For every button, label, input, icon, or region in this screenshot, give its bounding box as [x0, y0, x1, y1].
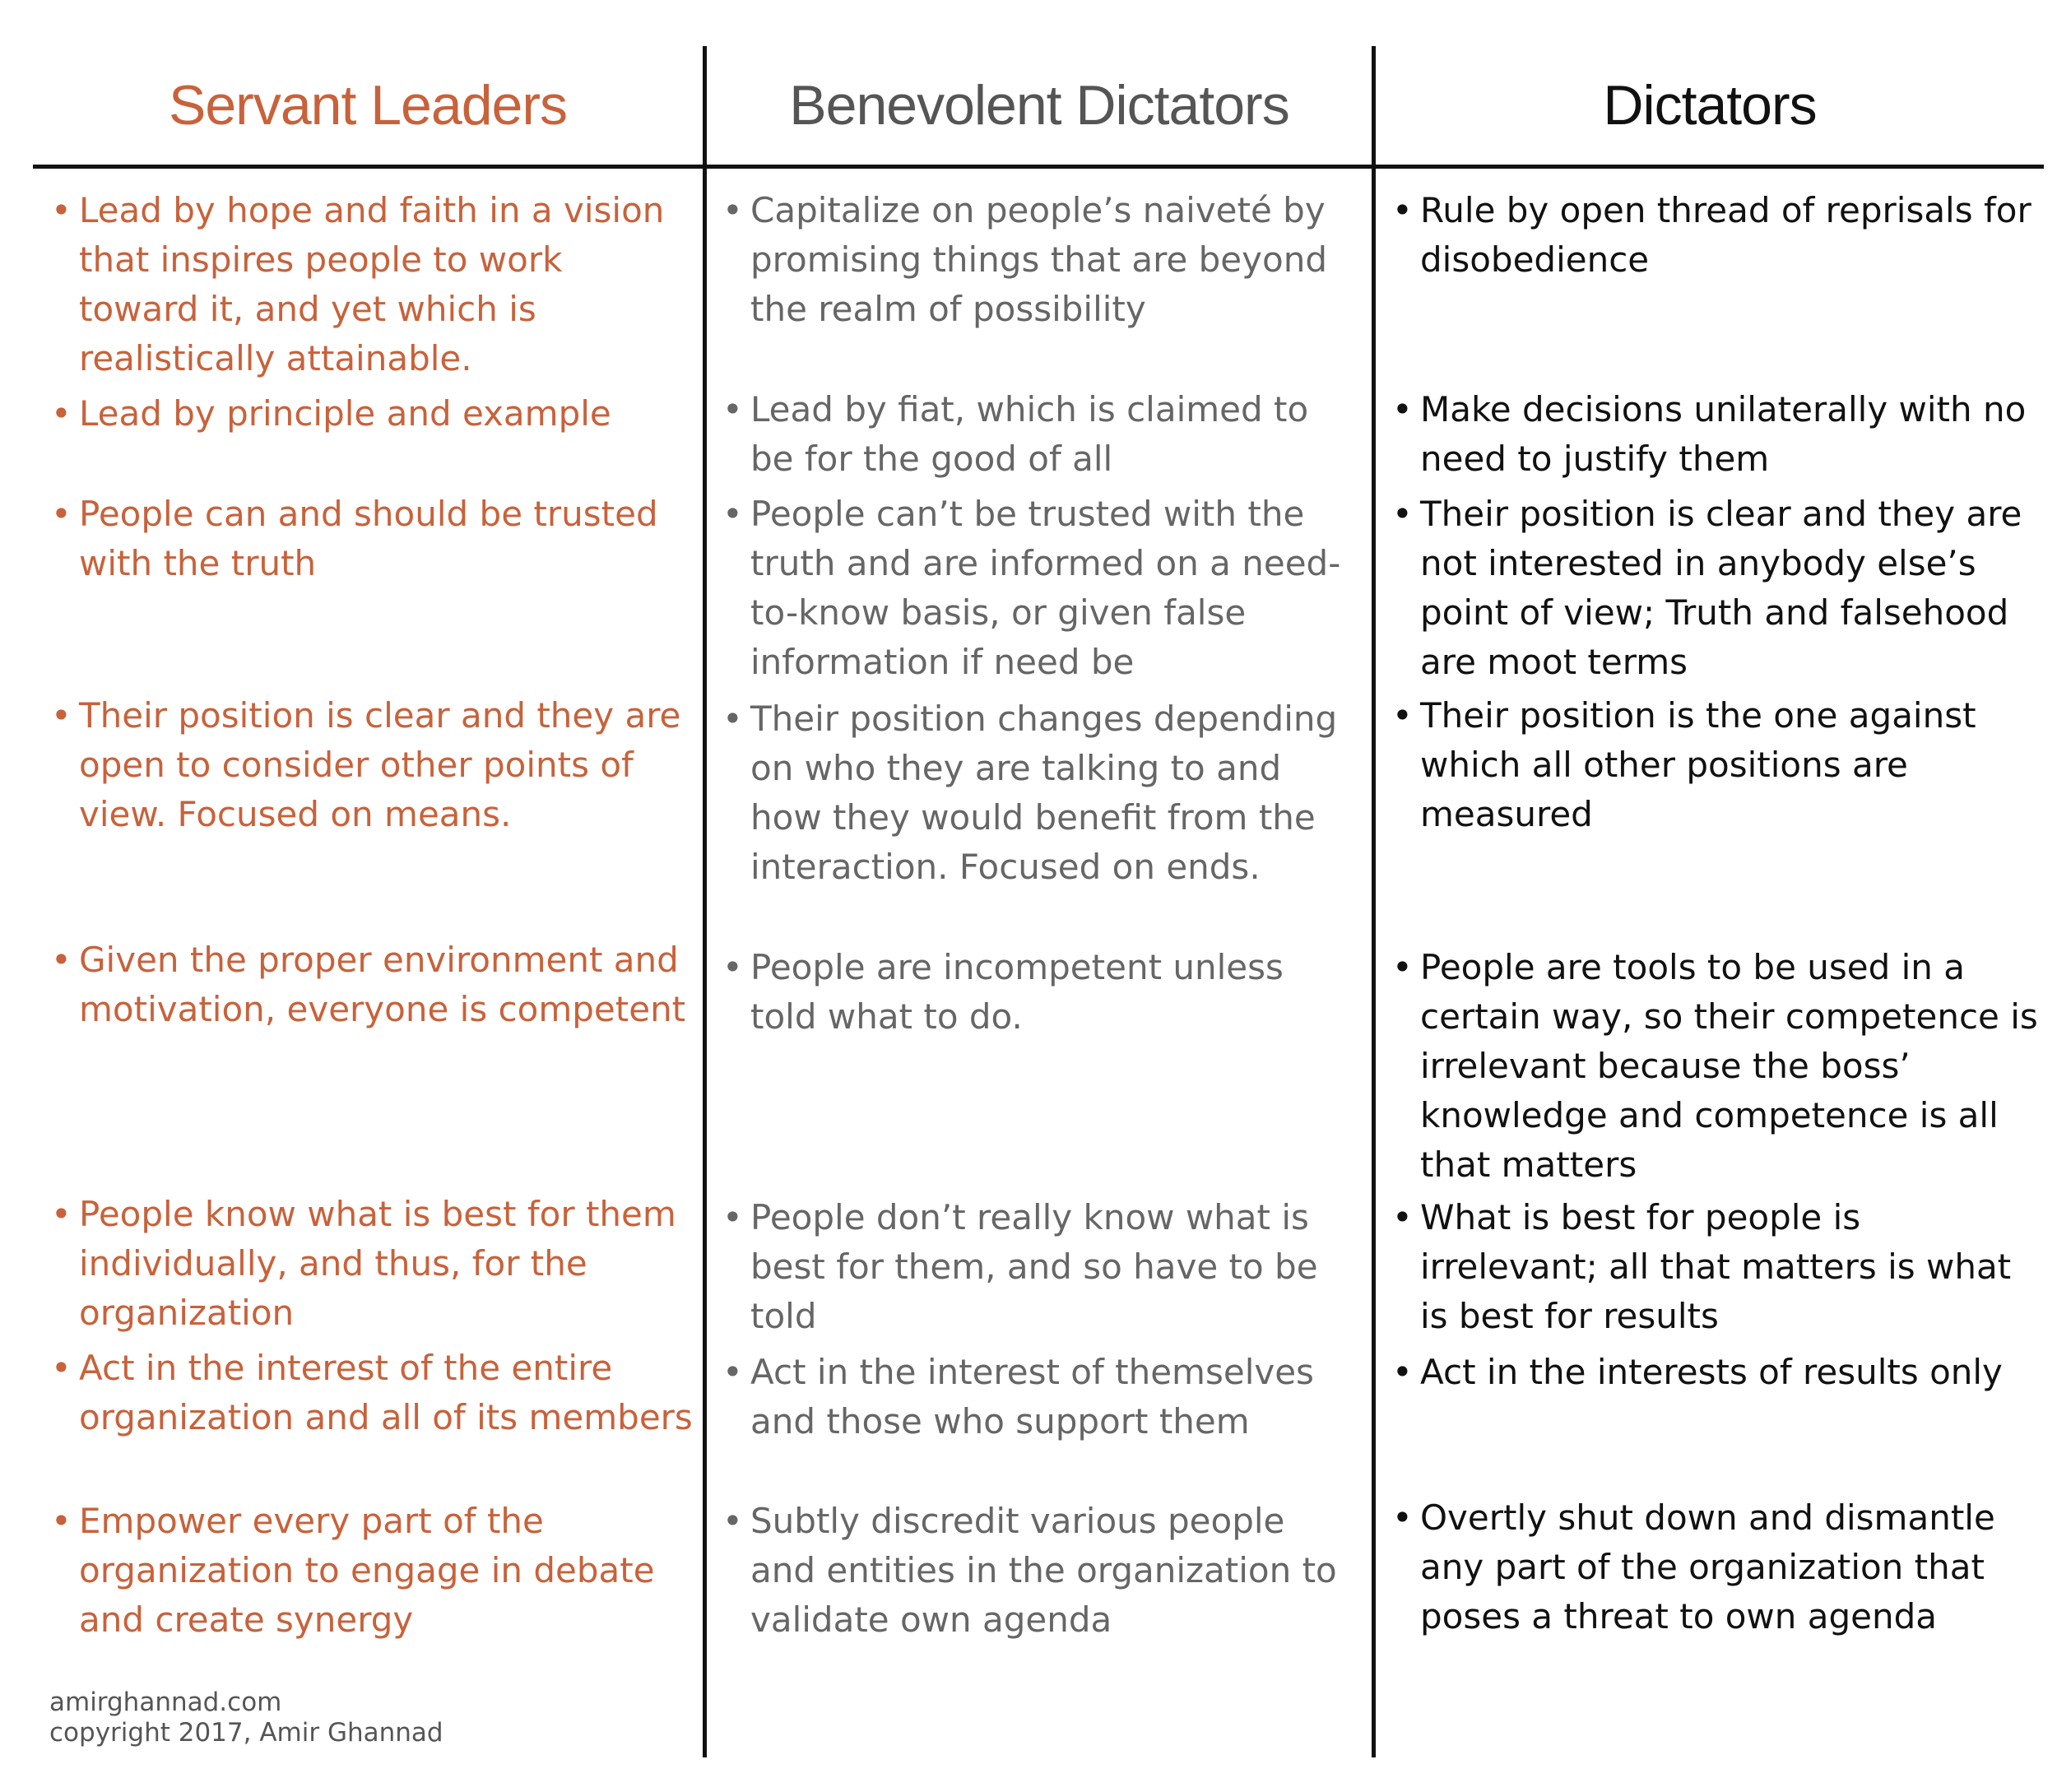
list-item: [1391, 385, 2041, 484]
list-item: [721, 186, 1359, 334]
bullet-icon: •: [51, 1194, 72, 1234]
bullet-icon: •: [1392, 695, 1413, 736]
list-item: [721, 1348, 1359, 1446]
list-item: [721, 943, 1359, 1042]
list-item: [49, 691, 693, 839]
list-item: [721, 694, 1359, 892]
bullet-icon: •: [1392, 190, 1413, 230]
bullet-icon: •: [51, 695, 72, 736]
bullet-icon: •: [722, 947, 743, 987]
list-item: [721, 1497, 1359, 1645]
bullet-icon: •: [51, 1348, 72, 1388]
list-item: [1391, 1348, 2041, 1397]
item-text: Their position is the one against which all other positions are measured: [1420, 695, 1976, 834]
item-text: Empower every part of the organization to engage in debate and create synergy: [79, 1501, 655, 1640]
item-text: Their position is clear and they are not interested in anybody else’s point of view; Truth and falsehood are moot terms: [1420, 494, 2022, 682]
item-text: Lead by fiat, which is claimed to be for the good of all: [750, 389, 1309, 479]
item-text: Their position changes depending on who they are talking to and how they would benefit from the interaction. Focused on ends.: [750, 699, 1338, 887]
item-text: Given the proper environment and motivation, everyone is competent: [79, 940, 686, 1029]
item-text: Their position is clear and they are open to consider other points of view. Focused on means.: [79, 695, 681, 834]
item-text: Act in the interest of the entire organization and all of its members: [79, 1348, 693, 1437]
bullet-icon: •: [1392, 389, 1413, 429]
list-item: [721, 385, 1359, 484]
header-benevolent-dictators: Benevolent Dictators: [789, 74, 1289, 137]
item-text: Rule by open thread of reprisals for disobedience: [1420, 190, 2031, 280]
item-text: People know what is best for them individually, and thus, for the organization: [79, 1194, 676, 1333]
bullet-icon: •: [722, 1197, 743, 1237]
item-text: Capitalize on people’s naiveté by promising things that are beyond the realm of possibility: [750, 190, 1327, 329]
header-dictators: Dictators: [1603, 74, 1817, 137]
bullet-icon: •: [51, 940, 72, 980]
list-item: [49, 490, 693, 588]
list-item: [49, 1190, 693, 1338]
item-text: Act in the interest of themselves and those who support them: [750, 1352, 1314, 1441]
item-text: Make decisions unilaterally with no need to justify them: [1420, 389, 2027, 479]
list-item: [1391, 186, 2041, 285]
list-item: [1391, 1493, 2041, 1641]
item-text: People are tools to be used in a certain way, so their competence is irrelevant because the boss’ knowledge and competence is all that matters: [1420, 947, 2038, 1185]
item-text: Overtly shut down and dismantle any part of the organization that poses a threat to own agenda: [1420, 1497, 1995, 1636]
header-servant-leaders: Servant Leaders: [169, 74, 567, 137]
item-text: Act in the interests of results only: [1420, 1352, 2003, 1392]
list-item: [49, 1497, 693, 1645]
bullet-icon: •: [722, 1501, 743, 1541]
list-item: [49, 935, 693, 1034]
item-text: What is best for people is irrelevant; all that matters is what is best for results: [1420, 1197, 2012, 1336]
list-item: [1391, 490, 2041, 687]
footer-copyright: copyright 2017, Amir Ghannad: [49, 1718, 443, 1748]
list-item: [1391, 1193, 2041, 1341]
bullet-icon: •: [722, 1352, 743, 1392]
bullet-icon: •: [722, 190, 743, 230]
list-item: [721, 490, 1359, 687]
bullet-icon: •: [1392, 1497, 1413, 1538]
item-text: Lead by principle and example: [79, 393, 611, 434]
item-text: People are incompetent unless told what to do.: [750, 947, 1284, 1037]
bullet-icon: •: [1392, 494, 1413, 534]
bullet-icon: •: [51, 494, 72, 534]
bullet-icon: •: [722, 494, 743, 534]
bullet-icon: •: [51, 190, 72, 230]
item-text: People can’t be trusted with the truth and are informed on a need-to-know basis, or given false information if need be: [750, 494, 1341, 682]
list-item: [49, 1344, 693, 1442]
bullet-icon: •: [1392, 947, 1413, 987]
benevolent-dictators-list: [721, 0, 1359, 1792]
list-item: [721, 1193, 1359, 1341]
item-text: Subtly discredit various people and entities in the organization to validate own agenda: [750, 1501, 1337, 1640]
column-divider-left: [703, 46, 707, 1757]
dictators-list: [1391, 0, 2041, 1792]
list-item: [1391, 943, 2041, 1190]
list-item: [1391, 691, 2041, 839]
list-item: [49, 389, 693, 439]
bullet-icon: •: [51, 393, 72, 434]
bullet-icon: •: [51, 1501, 72, 1541]
bullet-icon: •: [1392, 1197, 1413, 1237]
servant-leaders-list: [49, 0, 693, 1792]
bullet-icon: •: [722, 699, 743, 739]
footer-site: amirghannad.com: [49, 1688, 282, 1717]
column-divider-right: [1372, 46, 1376, 1757]
bullet-icon: •: [722, 389, 743, 429]
item-text: People don’t really know what is best for them, and so have to be told: [750, 1197, 1318, 1336]
item-text: Lead by hope and faith in a vision that inspires people to work toward it, and yet which is realistically attainable.: [79, 190, 665, 378]
list-item: [49, 186, 693, 383]
bullet-icon: •: [1392, 1352, 1413, 1392]
item-text: People can and should be trusted with the truth: [79, 494, 658, 583]
